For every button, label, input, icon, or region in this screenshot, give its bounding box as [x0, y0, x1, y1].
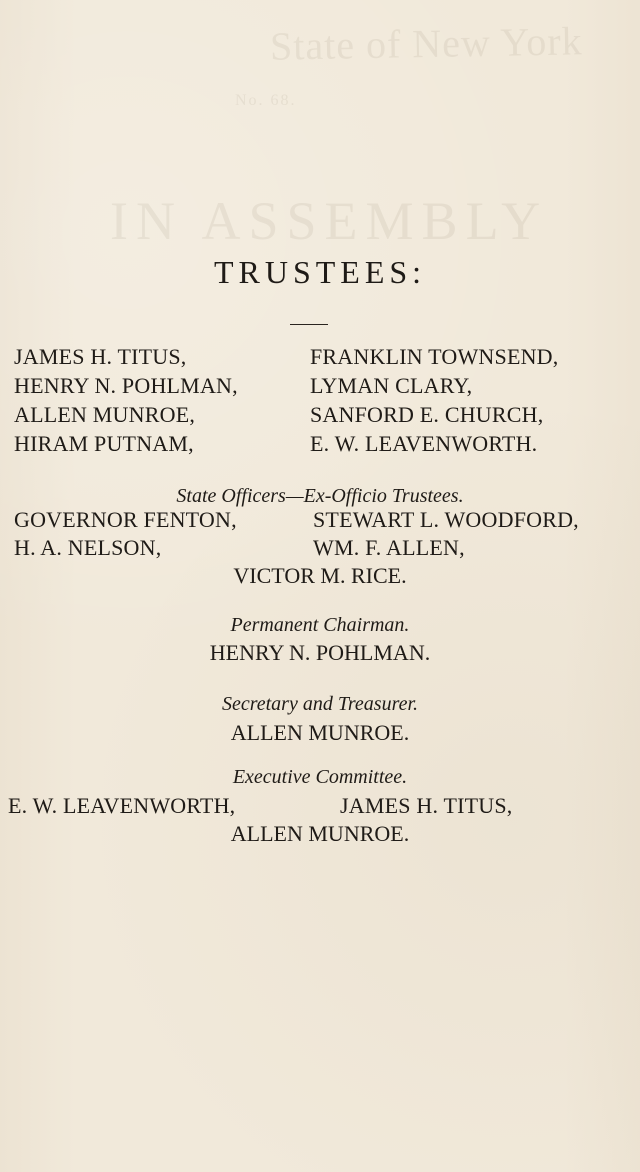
executive-committee-name: E. W. LEAVENWORTH,: [8, 793, 236, 818]
trustee-name: JAMES H. TITUS,: [14, 344, 187, 369]
permanent-chairman-name: HENRY N. POHLMAN.: [209, 640, 431, 665]
trustee-name: HENRY N. POHLMAN,: [14, 373, 238, 398]
state-officer-name: STEWART L. WOODFORD,: [313, 507, 579, 532]
page-title: TRUSTEES:: [213, 254, 427, 290]
bleed-through-text: State of New York: [269, 18, 583, 69]
state-officer-name: H. A. NELSON,: [14, 535, 162, 560]
trustee-name: ALLEN MUNROE,: [14, 402, 196, 427]
trustee-name: HIRAM PUTNAM,: [14, 431, 194, 456]
bleed-through-text: No. 68.: [235, 92, 297, 109]
executive-committee-name: ALLEN MUNROE.: [230, 821, 410, 846]
trustee-name: LYMAN CLARY,: [310, 373, 473, 398]
executive-committee-name: JAMES H. TITUS,: [340, 793, 513, 818]
state-officer-name: WM. F. ALLEN,: [313, 535, 465, 560]
secretary-treasurer-name: ALLEN MUNROE.: [230, 720, 410, 745]
trustee-name: SANFORD E. CHURCH,: [310, 402, 544, 427]
state-officer-name: GOVERNOR FENTON,: [14, 507, 237, 532]
permanent-chairman-heading: Permanent Chairman.: [230, 614, 410, 636]
bleed-through-text: IN ASSEMBLY: [110, 191, 549, 251]
executive-committee-heading: Executive Committee.: [232, 766, 408, 788]
trustee-name: FRANKLIN TOWNSEND,: [310, 344, 559, 369]
state-officer-name: VICTOR M. RICE.: [233, 563, 407, 588]
trustee-name: E. W. LEAVENWORTH.: [310, 431, 538, 456]
title-divider: [290, 324, 328, 325]
secretary-treasurer-heading: Secretary and Treasurer.: [221, 693, 419, 715]
state-officers-heading: State Officers—Ex-Officio Trustees.: [176, 485, 464, 507]
